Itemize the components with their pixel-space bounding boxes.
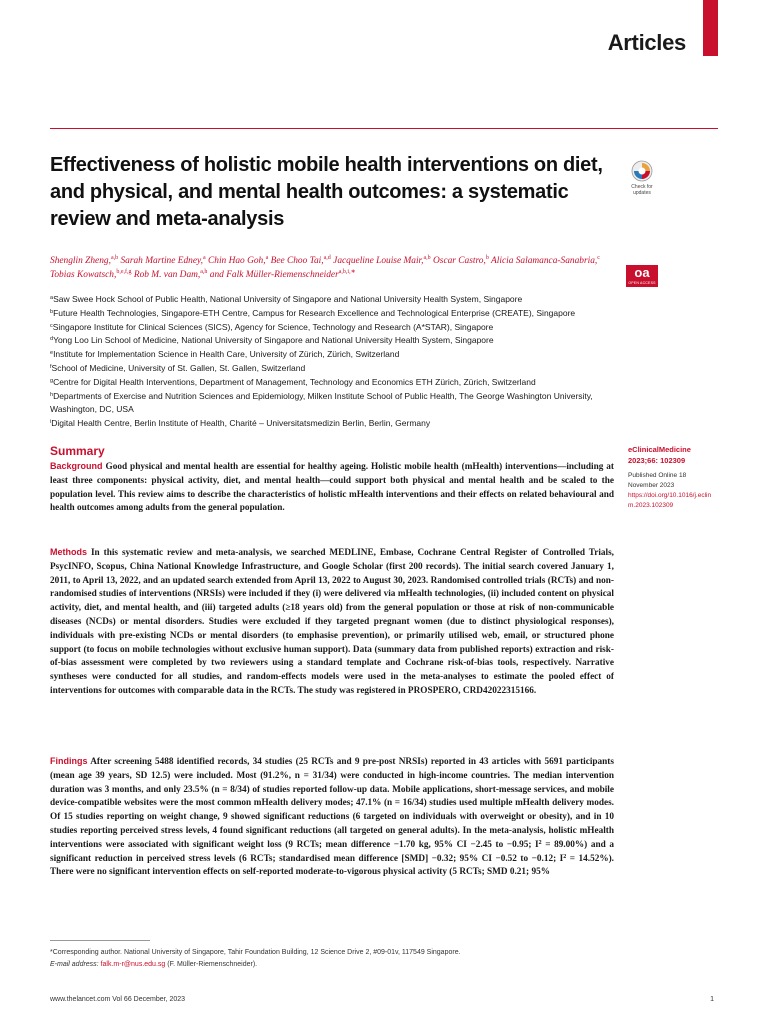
published-date: Published Online 18 November 2023	[628, 472, 687, 489]
email-owner: (F. Müller-Riemenschneider).	[167, 961, 258, 968]
affiliation-text: Saw Swee Hock School of Public Health, National University of Singapore and National University Health System, Singapore	[53, 294, 523, 304]
findings-text-1: After screening 5488 identified records, 34 studies (25 RCTs and 9 pre-post NRSIs) reported in 43 articles with 5691 participants (mean age 39 years, SD 12.5) were included. Most (91.2%, n = 31/34) were conducted in high-income countries. The median intervention duration was 3 months, and only 23.5% (n = 8/34) of studies reported follow-up data. Mobile applications, short-message services, and mobile device-compatible websites were the most common mHealth delivery modes; 47.1% (n = 16/34) studies used multiple mHealth delivery modes. Of 15 studies reporting on weight change, 9 showed significant reductions (6 targeted on individuals with overweight or obesity), and in 10 studies reporting perceived stress levels, 4 found significant reductions (all targeted on general adults). In the meta-analysis, holistic mHealth interventions were associated with significant weight loss (9 RCTs; mean difference −1.70 kg, 95% CI −2.45 to −0.95; I	[50, 757, 614, 850]
affiliation-text: Singapore Institute for Clinical Sciences (SICS), Agency for Science, Technology and Research (A*STAR), Singapore	[52, 321, 494, 332]
affiliation-key: e	[50, 350, 54, 357]
findings-superscript-2: 2	[563, 853, 567, 860]
footer-journal-info: www.thelancet.com Vol 66 December, 2023	[50, 996, 186, 1003]
author-name: Alicia Salamanca-Sanabria,	[491, 256, 598, 266]
affiliation-item	[50, 390, 620, 418]
author-name: and Falk Müller-Riemenschneider	[209, 270, 339, 280]
section-label: Articles	[607, 30, 686, 55]
methods-heading: Methods	[50, 547, 87, 557]
author-list	[50, 254, 620, 282]
journal-color-bar	[703, 0, 718, 56]
affiliation-text: Institute for Implementation Science in Health Care, University of Zürich, Zürich, Switzerland	[53, 349, 400, 360]
affiliation-key: g	[50, 377, 54, 384]
author-name: Oscar Castro,	[433, 256, 486, 266]
author-affiliation-marker: a,b	[110, 255, 119, 261]
findings-heading: Findings	[50, 756, 88, 766]
author-name: Shenglin Zheng,	[50, 256, 111, 266]
email-label: E-mail address:	[50, 961, 99, 968]
affiliation-item	[50, 348, 620, 362]
background-paragraph	[50, 460, 614, 516]
affiliation-key: h	[50, 391, 54, 398]
author-affiliation-marker: a,b	[423, 255, 431, 261]
doi-link[interactable]: https://doi.org/10.1016/j.eclinm.2023.102309	[628, 492, 712, 509]
affiliation-item	[50, 293, 620, 307]
author-name: Rob M. van Dam,	[133, 270, 201, 280]
author-affiliation-marker: a,b,i,∗	[338, 269, 356, 275]
affiliation-item	[50, 307, 620, 321]
affiliation-key: d	[50, 336, 54, 343]
affiliation-text: Yong Loo Lin School of Medicine, National University of Singapore and National University Health System, Singapore	[53, 335, 494, 346]
author-name: Chin Hao Goh,	[208, 256, 266, 266]
check-for-updates-icon	[631, 160, 653, 182]
affiliation-key: b	[50, 308, 54, 315]
methods-text: In this systematic review and meta-analysis, we searched MEDLINE, Embase, Cochrane Central Register of Controlled Trials, PsycINFO, Scopus, China National Knowledge Infrastructure, and Google Scholar (first 200 records). The initial search covered January 1, 2011, to April 13, 2022, and an updated search extended from April 13, 2022 to August 30, 2023. Randomised controlled trials (RCTs) and non-randomised studies of interventions (NRSIs) were included if they (i) were delivered via mHealth technologies, (ii) included content on physical activity, diet, and mental health, and (iii) targeted adults (≥18 years old) from the general population or those at risk of non-communicable diseases (NCDs) or mental disorders. Studies were excluded if they targeted pregnant women (due to distinct physiological responses), individuals with pre-existing NCDs or mental disorders (to emphasise prevention), or primarily utilised web, email, or structured phone support (to focus on mobile technologies without exclusive human support). Data (summary data from published reports) extraction and risk-of-bias assessment were completed by two reviewers using a standard template and Cochrane risk-of-bias tools, respectively. Narrative syntheses were conducted for all studies, and random-effects models were used in the meta-analyses to estimate the pooled effect of interventions for outcomes with comparable data in the RCTs. The study was registered in PROSPERO, CRD42022315166.	[50, 548, 614, 696]
article-title: Effectiveness of holistic mobile health interventions on diet, and physical, and mental health outcomes: a systematic review and meta-analysis	[50, 154, 603, 230]
affiliation-key: c	[50, 322, 53, 329]
affiliation-item	[50, 362, 620, 376]
affiliation-item	[50, 334, 620, 348]
methods-paragraph	[50, 546, 614, 699]
findings-superscript-1: 2	[538, 839, 542, 846]
findings-text-2: = 89.00%) and a significant reduction in perceived stress levels (6 RCTs; standardised mean difference [SMD] −0.32; 95% CI −0.52 to −0.12; I	[50, 839, 614, 864]
author-affiliation-marker: a,d	[323, 255, 331, 261]
summary-heading: Summary	[50, 444, 105, 458]
findings-text-3: = 14.52%). There were no significant intervention effects on self-reported moderate-to-vigorous physical activity (5 RCTs; SMD 0.21; 95%	[50, 853, 614, 878]
open-access-label: OPEN ACCESS	[628, 281, 656, 285]
open-access-badge	[626, 265, 658, 287]
journal-citation: eClinicalMedicine 2023;66: 102309	[628, 445, 691, 465]
affiliation-item	[50, 417, 620, 431]
affiliation-key: a	[50, 295, 54, 301]
email-link[interactable]: falk.m-r@nus.edu.sg	[100, 961, 166, 968]
page-number: 1	[710, 996, 714, 1003]
affiliation-item	[50, 376, 620, 390]
background-text: Good physical and mental health are essential for healthy ageing. Holistic mobile health (mHealth) interventions—including at least three components: physical activity, diet, and mental health—could support both physical and mental health and be scaled to the population level. This review aims to describe the characteristics of holistic mHealth interventions and their effects on related behavioural and health outcomes among adults from the general population.	[50, 462, 615, 514]
affiliation-item	[50, 321, 620, 335]
author-affiliation-marker: b	[485, 255, 489, 261]
author-name: Sarah Martine Edney,	[120, 256, 203, 266]
article-info-sidebar	[628, 444, 714, 511]
affiliation-text: Departments of Exercise and Nutrition Sciences and Epidemiology, Milken Institute School of Public Health, The George Washington University, Washington, DC, USA	[50, 390, 593, 415]
footnote	[50, 947, 650, 971]
author-affiliation-marker: b,e,f,g	[116, 269, 132, 275]
affiliation-text: Future Health Technologies, Singapore-ETH Centre, Campus for Research Excellence and Technological Enterprise (CREATE), Singapore	[53, 307, 576, 318]
check-for-updates-label: Check for updates	[631, 184, 653, 196]
findings-paragraph	[50, 755, 614, 880]
author-affiliation-marker: a,h	[200, 269, 208, 275]
author-affiliation-marker: a	[203, 255, 206, 261]
affiliation-key: i	[50, 419, 52, 426]
corresponding-author: *Corresponding author. National University of Singapore, Tahir Foundation Building, 12 Science Drive 2, #09-01v, 117549 Singapore.	[50, 949, 461, 956]
affiliation-text: School of Medicine, University of St. Gallen, St. Gallen, Switzerland	[51, 362, 306, 373]
affiliation-text: Centre for Digital Health Interventions, Department of Management, Technology and Economics ETH Zürich, Zürich, Switzerland	[53, 376, 536, 387]
background-heading: Background	[50, 461, 103, 471]
author-name: Bee Choo Tai,	[270, 256, 324, 266]
affiliation-text: Digital Health Centre, Berlin Institute of Health, Charité – Universitatsmedizin Berlin, Berlin, Germany	[51, 418, 431, 429]
footnote-divider	[50, 940, 150, 941]
affiliation-list	[50, 293, 620, 431]
affiliation-key: f	[50, 363, 52, 370]
author-affiliation-marker: c	[597, 255, 600, 261]
author-name: Tobias Kowatsch,	[50, 270, 117, 280]
author-affiliation-marker: a	[265, 255, 269, 261]
open-access-logo: oa	[634, 265, 650, 280]
header-divider	[50, 128, 718, 129]
author-name: Jacqueline Louise Mair,	[333, 256, 424, 266]
check-for-updates-button[interactable]	[626, 160, 658, 200]
